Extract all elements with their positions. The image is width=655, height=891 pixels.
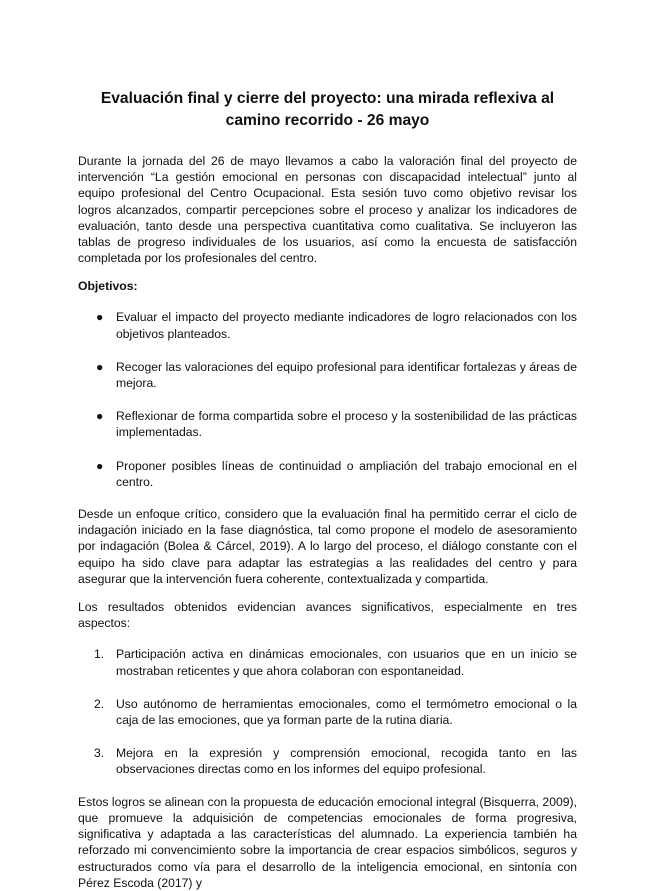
objective-text: Proponer posibles líneas de continuidad o ampliación del trabajo emocional en el centro.: [116, 458, 577, 489]
list-number: 2.: [94, 696, 105, 711]
aspect-text: Mejora en la expresión y comprensión emocional, recogida tanto en las observaciones directas como en los informes del equipo profesional.: [116, 746, 577, 777]
list-item: [78, 696, 577, 728]
objectives-heading: Objetivos:: [78, 279, 138, 294]
list-item: [78, 408, 577, 440]
bullet-icon: ●: [96, 359, 104, 374]
objectives-list: [78, 309, 577, 490]
bullet-icon: ●: [96, 310, 104, 325]
list-number: 1.: [94, 647, 105, 662]
objective-text: Recoger las valoraciones del equipo profesional para identificar fortalezas y áreas de mejora.: [116, 359, 577, 391]
aspects-list: [78, 646, 577, 777]
aspect-text: Uso autónomo de herramientas emocionales, como el termómetro emocional o la caja de las emociones, que ya forman parte de la rutina diaria.: [116, 696, 577, 728]
bullet-icon: ●: [96, 409, 104, 424]
list-item: [78, 458, 577, 490]
objective-text: Evaluar el impacto del proyecto mediante indicadores de logro relacionados con los objetivos planteados.: [116, 310, 577, 341]
critical-paragraph: Desde un enfoque crítico, considero que la evaluación final ha permitido cerrar el ciclo de indagación iniciado en la fase diagnóstica, tal como propone el modelo de asesoramiento por indagación (Bolea & Cárcel, 2019). A lo largo del proceso, el diálogo constante con el equipo ha sido clave para adaptar las estrategias a las realidades del centro y para asegurar que la intervención fuera coherente, contextualizada y compartida.: [78, 507, 577, 586]
list-item: [78, 359, 577, 391]
results-paragraph: Los resultados obtenidos evidencian avances significativos, especialmente en tres aspectos:: [78, 600, 577, 631]
bullet-icon: ●: [96, 458, 104, 473]
list-number: 3.: [94, 746, 105, 761]
list-item: [78, 309, 577, 341]
closing-paragraph: Estos logros se alinean con la propuesta de educación emocional integral (Bisquerra, 2009), que promueve la adquisición de competencias emocionales de forma progresiva, significativa y adaptada a las características del alumnado. La experiencia también ha reforzado mi convencimiento sobre la importancia de crear espacios simbólicos, seguros y estructurados como vía para el desarrollo de la inteligencia emocional, en sintonía con Pérez Escoda (2017) y: [78, 794, 577, 890]
list-item: [78, 745, 577, 777]
aspect-text: Participación activa en dinámicas emocionales, con usuarios que en un inicio se mostraban reticentes y que ahora colaboran con espontaneidad.: [116, 647, 577, 678]
page-title: Evaluación final y cierre del proyecto: una mirada reflexiva al camino recorrido - 26 mayo: [100, 90, 555, 129]
objective-text: Reflexionar de forma compartida sobre el proceso y la sostenibilidad de las prácticas implementadas.: [116, 409, 577, 440]
list-item: [78, 646, 577, 678]
intro-paragraph: Durante la jornada del 26 de mayo llevamos a cabo la valoración final del proyecto de intervención “La gestión emocional en personas con discapacidad intelectual” junto al equipo profesional del Centro Ocupacional. Esta sesión tuvo como objetivo revisar los logros alcanzados, compartir percepciones sobre el proceso y analizar los indicadores de evaluación, tanto desde una perspectiva cuantitativa como cualitativa. Se incluyeron las tablas de progreso individuales de los usuarios, así como la encuesta de satisfacción completada por los profesionales del centro.: [78, 154, 577, 266]
